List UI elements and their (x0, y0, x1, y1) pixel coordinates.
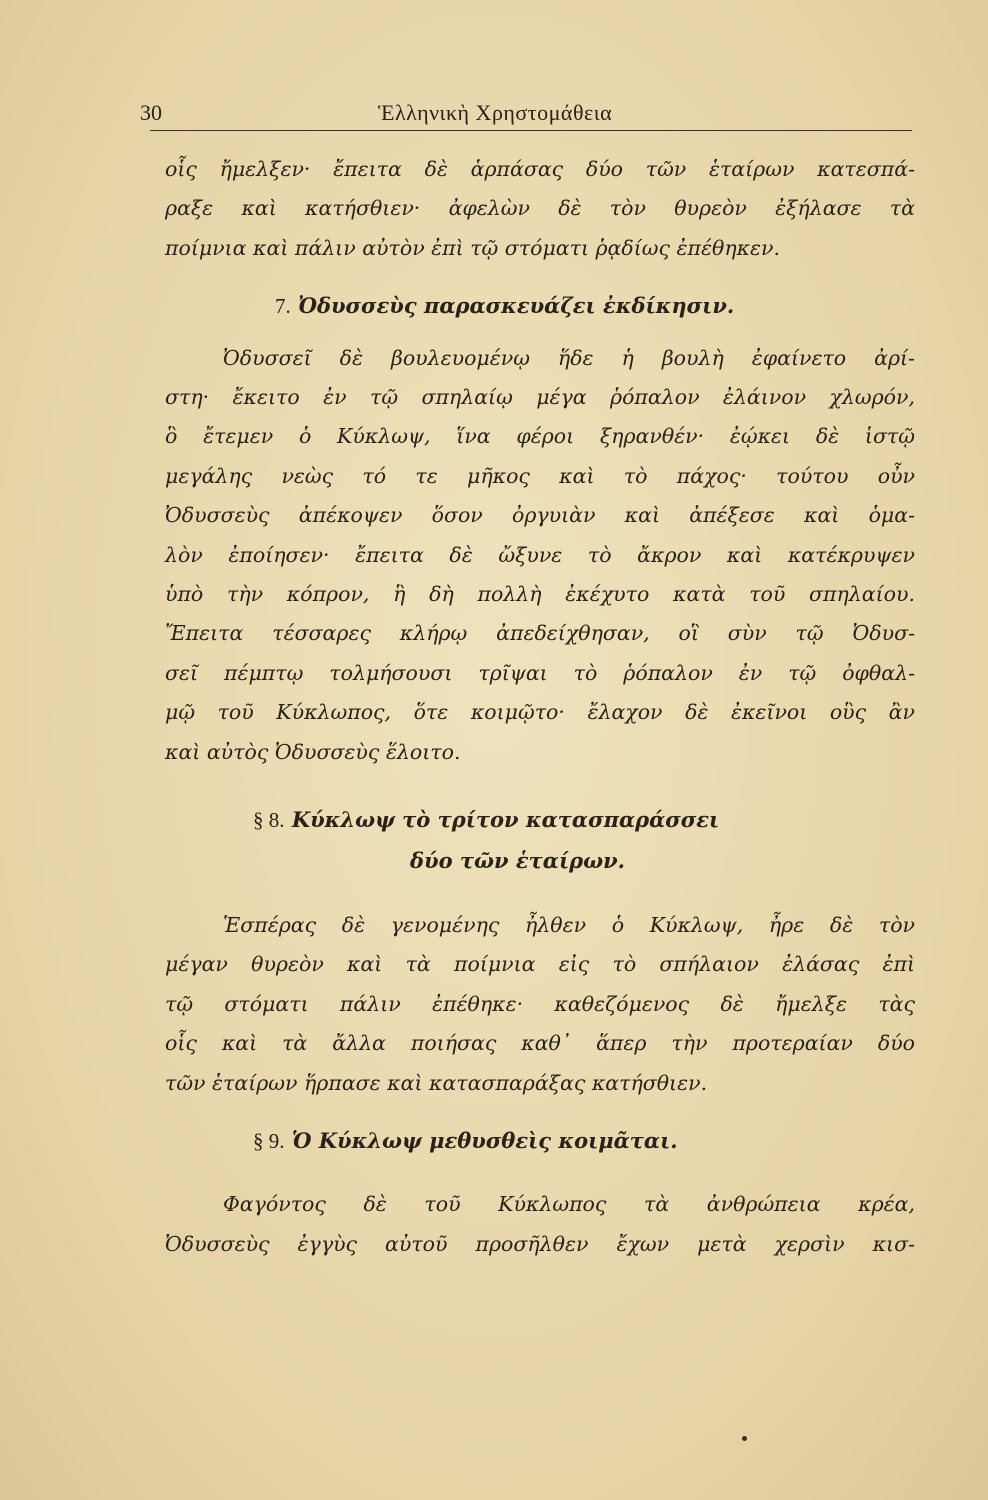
section-9-heading (165, 1121, 915, 1161)
section-8-heading-line-2: δύο τῶν ἑταίρων. (410, 847, 625, 873)
section-8 (165, 800, 915, 1103)
text-line: ὑπὸ τὴν κόπρον, ἣ δὴ πολλὴ ἐκέχυτο κατὰ τοῦ σπηλαίου. (165, 582, 915, 607)
section-8-title: Κύκλωψ τὸ τρίτον κατασπαράσσει (291, 807, 720, 833)
text-line: λὸν ἐποίησεν· ἔπειτα δὲ ὤξυνε τὸ ἄκρον καὶ κατέκρυψεν (165, 542, 915, 567)
section-7-number: 7. (275, 294, 291, 319)
text-line: οἷς καὶ τὰ ἄλλα ποιήσας καθ᾽ ἅπερ τὴν προτεραίαν δύο (165, 1031, 915, 1056)
text-line: Ὀδυσσεῖ δὲ βουλευομένῳ ἥδε ἡ βουλὴ ἐφαίνετο ἀρί- (223, 345, 915, 370)
section-8-heading-line-1 (165, 800, 915, 840)
text-line: Ὀδυσσεὺς ἐγγὺς αὐτοῦ προσῆλθεν ἔχων μετὰ χερσὶν κισ- (165, 1231, 915, 1256)
page-body (165, 150, 915, 1264)
text-line: μέγαν θυρεὸν καὶ τὰ ποίμνια εἰς τὸ σπήλαιον ἐλάσας ἐπὶ (165, 952, 915, 977)
ink-speck (742, 1436, 747, 1441)
text-line: τῶν ἑταίρων ἥρπασε καὶ κατασπαράξας κατήσθιεν. (165, 1070, 708, 1095)
text-line: ὃ ἔτεμεν ὁ Κύκλωψ, ἵνα φέροι ξηρανθέν· ἐῴκει δὲ ἱστῷ (165, 424, 915, 449)
text-line: ποίμνια καὶ πάλιν αὐτὸν ἐπὶ τῷ στόματι ῥᾳδίως ἐπέθηκεν. (165, 235, 781, 260)
text-line: στη· ἔκειτο ἐν τῷ σπηλαίῳ μέγα ῥόπαλον ἐλάινον χλωρόν, (165, 385, 915, 410)
section-8-number: § 8. (253, 808, 285, 833)
section-7 (165, 286, 915, 772)
header-rule (150, 130, 912, 131)
text-line: τῷ στόματι πάλιν ἐπέθηκε· καθεζόμενος δὲ ἤμελξε τὰς (165, 991, 915, 1016)
page-number: 30 (140, 100, 162, 125)
text-line: μῷ τοῦ Κύκλωπος, ὅτε κοιμῷτο· ἔλαχον δὲ ἐκεῖνοι οὓς ἂν (165, 700, 915, 725)
text-line: μεγάλης νεὼς τό τε μῆκος καὶ τὸ πάχος· τούτου οὖν (165, 463, 915, 488)
running-title: Ἑλληνικὴ Χρηστομάθεια (378, 100, 613, 125)
text-line: Φαγόντος δὲ τοῦ Κύκλωπος τὰ ἀνθρώπεια κρέα, (223, 1192, 915, 1217)
section-9 (165, 1121, 915, 1264)
text-line: καὶ αὐτὸς Ὀδυσσεὺς ἕλοιτο. (165, 739, 461, 764)
text-line: σεῖ πέμπτῳ τολμήσουσι τρῖψαι τὸ ῥόπαλον ἐν τῷ ὀφθαλ- (165, 660, 915, 685)
section-9-title: Ὁ Κύκλωψ μεθυσθεὶς κοιμᾶται. (291, 1127, 678, 1153)
text-line: Ὀδυσσεὺς ἀπέκοψεν ὅσον ὀργυιὰν καὶ ἀπέξεσε καὶ ὁμα- (165, 503, 915, 528)
section-7-heading (165, 286, 915, 326)
section-9-number: § 9. (253, 1128, 285, 1153)
text-line: ραξε καὶ κατήσθιεν· ἀφελὼν δὲ τὸν θυρεὸν ἐξήλασε τὰ (165, 196, 915, 221)
text-line: οἷς ἤμελξεν· ἔπειτα δὲ ἁρπάσας δύο τῶν ἑταίρων κατεσπά- (165, 157, 915, 181)
section-6-continuation (165, 150, 915, 268)
text-line: Ἔπειτα τέσσαρες κλήρῳ ἀπεδείχθησαν, οἳ σὺν τῷ Ὀδυσ- (165, 621, 915, 646)
text-line: Ἑσπέρας δὲ γενομένης ἦλθεν ὁ Κύκλωψ, ἦρε δὲ τὸν (223, 912, 915, 937)
section-7-title: Ὀδυσσεὺς παρασκευάζει ἐκδίκησιν. (298, 293, 735, 319)
